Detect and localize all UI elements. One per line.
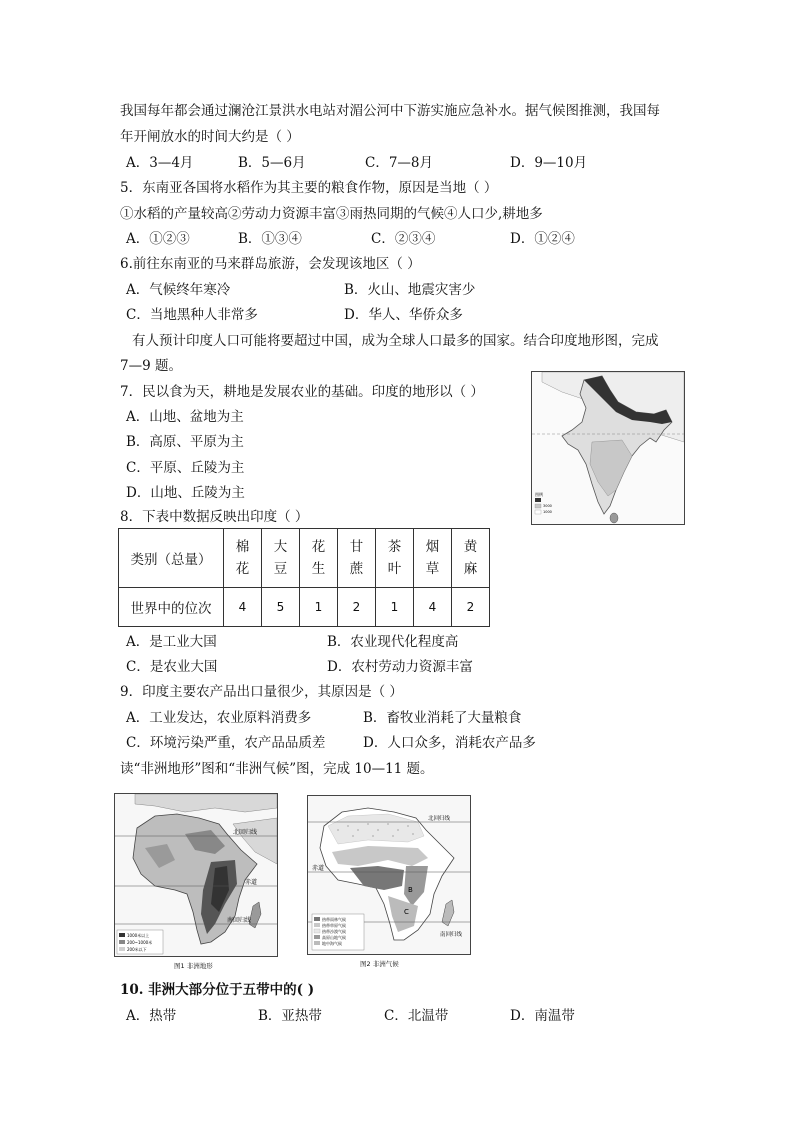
q8-option-c[interactable]: C．是农业大国 bbox=[126, 659, 218, 675]
q8-option-d[interactable]: D．农村劳动力资源丰富 bbox=[327, 659, 473, 675]
q6-option-a[interactable]: A．气候终年寒冷 bbox=[126, 282, 231, 298]
africa-terrain-svg bbox=[115, 794, 277, 956]
q5-stem: 5．东南亚各国将水稻作为其主要的粮食作物，原因是当地（ ） bbox=[120, 180, 498, 196]
fig2-tropic-s-label: 南回归线 bbox=[440, 932, 463, 938]
africa-terrain-map bbox=[114, 793, 278, 957]
india-terrain-map bbox=[531, 371, 685, 525]
q7-option-a[interactable]: A．山地、盆地为主 bbox=[126, 409, 244, 425]
fig1-equator-label: 赤道 bbox=[245, 879, 258, 886]
fig2-legend-4: 高原山地气候 bbox=[322, 935, 346, 940]
q5-option-a[interactable]: A．①②③ bbox=[126, 231, 190, 247]
q8-option-b[interactable]: B．农业现代化程度高 bbox=[327, 634, 459, 650]
table-header-category: 类别（总量） bbox=[119, 529, 224, 588]
table-rank-jute: 2 bbox=[452, 588, 490, 627]
q9-option-a[interactable]: A．工业发达，农业原料消费多 bbox=[126, 710, 312, 726]
africa-intro: 读“非洲地形”图和“非洲气候”图，完成 10—11 题。 bbox=[120, 761, 434, 777]
india-agriculture-table bbox=[118, 528, 490, 627]
q5-option-d[interactable]: D．①②④ bbox=[510, 231, 575, 247]
fig2-legend-1: 热带雨林气候 bbox=[322, 917, 346, 922]
table-cat-cotton: 棉 花 bbox=[224, 529, 262, 588]
q4-option-c[interactable]: C．7—8月 bbox=[365, 155, 434, 171]
fig1-legend-1: 1000米以上 bbox=[127, 933, 150, 938]
q7-option-d[interactable]: D．山地、丘陵为主 bbox=[126, 485, 245, 501]
q9-option-b[interactable]: B．畜牧业消耗了大量粮食 bbox=[363, 710, 522, 726]
table-rank-cotton: 4 bbox=[224, 588, 262, 627]
table-cat-peanut: 花 生 bbox=[300, 529, 338, 588]
table-rank-soybean: 5 bbox=[262, 588, 300, 627]
fig1-tropic-n-label: 北回归线 bbox=[233, 829, 258, 836]
q6-option-d[interactable]: D．华人、华侨众多 bbox=[344, 307, 463, 323]
table-cat-jute: 黄 麻 bbox=[452, 529, 490, 588]
table-rank-tea: 1 bbox=[376, 588, 414, 627]
intro-line-1: 我国每年都会通过澜沧江景洪水电站对湄公河中下游实施应急补水。据气候图推测，我国每 bbox=[120, 103, 660, 119]
q7-option-b[interactable]: B．高原、平原为主 bbox=[126, 434, 244, 450]
q6-stem: 6.前往东南亚的马来群岛旅游，会发现该地区（ ） bbox=[120, 256, 421, 272]
q4-option-d[interactable]: D．9—10月 bbox=[510, 155, 588, 171]
table-rank-peanut: 1 bbox=[300, 588, 338, 627]
india-legend-1000: 1000 bbox=[543, 510, 552, 514]
q5-option-b[interactable]: B．①③④ bbox=[238, 231, 302, 247]
intro-line-2: 年开闸放水的时间大约是（ ） bbox=[120, 129, 300, 145]
fig2-legend-3: 热带沙漠气候 bbox=[322, 929, 346, 934]
fig2-equator-label: 赤道 bbox=[312, 865, 325, 872]
q8-option-a[interactable]: A．是工业大国 bbox=[126, 634, 217, 650]
q10-option-d[interactable]: D．南温带 bbox=[510, 1008, 575, 1024]
q7-option-c[interactable]: C．平原、丘陵为主 bbox=[126, 460, 245, 476]
table-rank-sugarcane: 2 bbox=[338, 588, 376, 627]
q10-stem: 10. 非洲大部分位于五带中的( ) bbox=[120, 982, 315, 998]
fig1-legend-2: 200~1000米 bbox=[127, 940, 153, 945]
q10-option-c[interactable]: C．北温带 bbox=[384, 1008, 449, 1024]
fig2-label-b: B bbox=[408, 886, 413, 894]
table-header-rank: 世界中的位次 bbox=[119, 588, 224, 627]
fig2-legend-2: 热带草原气候 bbox=[322, 923, 346, 928]
q6-option-b[interactable]: B．火山、地震灾害少 bbox=[344, 282, 476, 298]
q10-option-b[interactable]: B．亚热带 bbox=[258, 1008, 322, 1024]
africa-climate-map bbox=[307, 795, 471, 955]
q7-stem: 7．民以食为天，耕地是发展农业的基础。印度的地形以（ ） bbox=[120, 384, 484, 400]
q4-option-a[interactable]: A．3—4月 bbox=[126, 155, 194, 171]
q8-stem: 8．下表中数据反映出印度（ ） bbox=[120, 509, 309, 525]
india-legend-3000: 3000 bbox=[543, 504, 552, 508]
q9-option-c[interactable]: C．环境污染严重，农产品品质差 bbox=[126, 735, 326, 751]
india-intro-line-1: 有人预计印度人口可能将要超过中国，成为全球人口最多的国家。结合印度地形图，完成 bbox=[132, 333, 659, 349]
fig1-caption: 图1 非洲地形 bbox=[174, 962, 213, 970]
fig2-caption: 图2 非洲气候 bbox=[360, 960, 399, 968]
q4-option-b[interactable]: B．5—6月 bbox=[238, 155, 306, 171]
india-intro-line-2: 7—9 题。 bbox=[120, 358, 182, 374]
india-legend-title: 图例 bbox=[535, 492, 543, 497]
q5-statements: ①水稻的产量较高②劳动力资源丰富③雨热同期的气候④人口少,耕地多 bbox=[120, 206, 543, 222]
q5-option-c[interactable]: C．②③④ bbox=[371, 231, 436, 247]
table-cat-soybean: 大 豆 bbox=[262, 529, 300, 588]
q9-option-d[interactable]: D．人口众多，消耗农产品多 bbox=[363, 735, 536, 751]
fig2-tropic-n-label: 北回归线 bbox=[428, 816, 451, 822]
fig2-label-c: C bbox=[404, 908, 409, 916]
fig2-legend-5: 地中海气候 bbox=[322, 941, 342, 946]
q9-stem: 9．印度主要农产品出口量很少，其原因是（ ） bbox=[120, 684, 403, 700]
fig1-legend-3: 200米以下 bbox=[127, 947, 147, 952]
fig1-tropic-s-label: 南回归线 bbox=[227, 917, 252, 924]
table-cat-tea: 茶 叶 bbox=[376, 529, 414, 588]
india-map-svg bbox=[532, 372, 684, 524]
table-rank-tobacco: 4 bbox=[414, 588, 452, 627]
q6-option-c[interactable]: C．当地黑种人非常多 bbox=[126, 307, 258, 323]
africa-climate-svg bbox=[308, 796, 470, 954]
table-cat-sugarcane: 甘 蔗 bbox=[338, 529, 376, 588]
q10-option-a[interactable]: A．热带 bbox=[126, 1008, 177, 1024]
table-cat-tobacco: 烟 草 bbox=[414, 529, 452, 588]
